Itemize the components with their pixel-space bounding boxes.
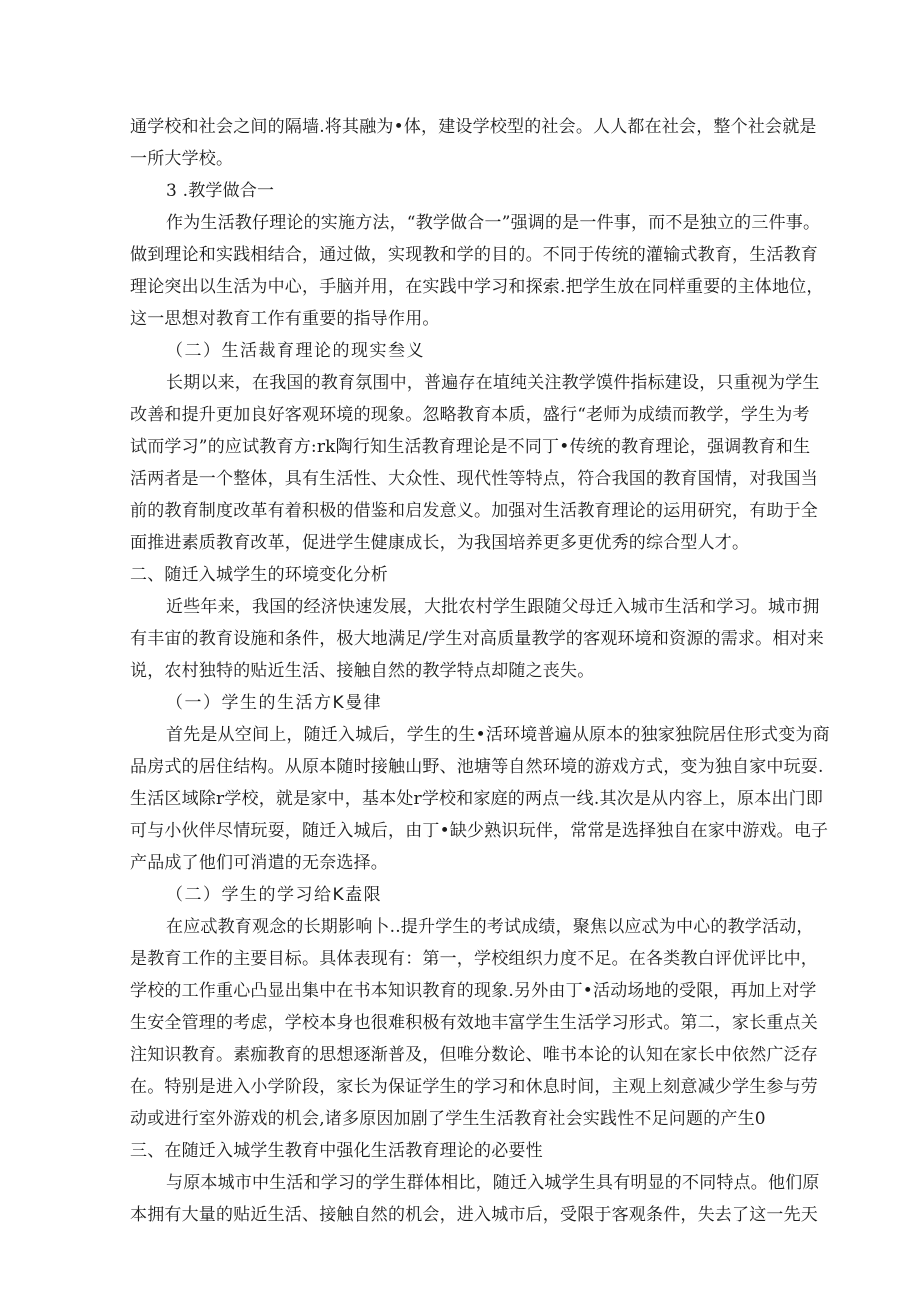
- paragraph-line: 活两者是一个整体，具有生活性、大众性、现代性等特点，符合我国的教育国情，对我国当: [130, 469, 818, 489]
- paragraph-line: 学校的工作重心凸显出集中在书本知识教育的现象.另外由丁•活动场地的受限，再加上对学: [130, 981, 817, 1001]
- paragraph-line: 与原本城市中生活和学习的学生群体相比，随迁入城学生具有明显的不同特点。他们原: [166, 1173, 820, 1193]
- paragraph-line: 产品成了他们可消遣的无奈选择。: [130, 853, 388, 873]
- paragraph-line: 生安全管理的考虑，学校本身也很难积极有效地丰富学生生活学习形式。第二，家长重点关: [130, 1013, 818, 1033]
- paragraph-line: 通学校和社会之间的隔墙.将其融为•体，建设学校型的社会。人人都在社会，整个社会就是: [130, 117, 817, 137]
- paragraph-line: 注知识教育。素痂教育的思想逐渐普及，但唯分数论、唯书本论的认知在家长中依然广泛存: [130, 1045, 818, 1065]
- subsection-heading: （二）生活裁育理论的现实叁义: [166, 341, 425, 361]
- paragraph-line: 近些年来，我国的经济快速发展，大批农村学生跟随父母迁入城市生活和学习。城市拥: [166, 597, 820, 617]
- paragraph-line: 面推进素质教育改革，促进学生健康成长，为我国培养更多更优秀的综合型人才。: [130, 533, 750, 553]
- subsection-heading: 3 .教学做合一: [166, 181, 275, 201]
- paragraph-line: 本拥有大量的贴近生活、接触自然的机会，进入城市后，受限于客观条件，失去了这一先天: [130, 1205, 818, 1225]
- section-heading: 二、随迁入城学生的环境变化分析: [130, 565, 388, 585]
- paragraph-line: 在应忒教育观念的长期影响卜..提升学生的考试成绩，聚焦以应忒为中心的教学活动，: [166, 917, 814, 937]
- paragraph-line: 这一思想对教育工作有重要的指导作用。: [130, 309, 440, 329]
- paragraph-line: 长期以来，在我国的教育氛围中，普遍存在埴纯关注教学馍件指标建设，只重视为学生: [166, 373, 820, 393]
- paragraph-line: 作为生活教仔理论的实施方法，“教学做合一”强调的是一件事，而不是独立的三件事。: [166, 213, 821, 233]
- paragraph-line: 改善和提升更加良好客观环境的现象。忽略教育本质，盛行“老师为成绩而教学，学生为考: [130, 405, 810, 425]
- subsection-heading: （一）学生的生活方K曼律: [166, 693, 383, 713]
- paragraph-line: 生活区域除r学校，就是家中，基本处r学校和家庭的两点一线.其次是从内容上，原本出门即: [130, 789, 824, 809]
- paragraph-line: 品房式的居住结构。从原本随时接触山野、池塘等自然环境的游戏方式，变为独自家中玩耍.: [130, 757, 824, 777]
- paragraph-line: 做到理论和实践相结合，通过做，实现教和学的目的。不同于传统的灌输式教育，生活教育: [130, 245, 818, 265]
- paragraph-line: 理论突出以生活为中心，手脑并用，在实践中学习和探索.把学生放在同样重要的主体地位，: [130, 277, 824, 297]
- paragraph-line: 是教育工作的主要目标。具体表现有：第一，学校组织力度不足。在各类教白评优评比中，: [130, 949, 818, 969]
- section-heading: 三、在随迁入城学生教育中强化生活教育理论的必要性: [130, 1141, 543, 1161]
- paragraph-line: 可与小伙伴尽情玩耍，随迁入城后，由丁•缺少熟识玩伴，常常是选择独自在家中游戏。电子: [130, 821, 829, 841]
- paragraph-line: 试而学习”的应试教育方:rk陶行知生活教育理论是不同丁•传统的教育理论，强调教育和生: [130, 437, 811, 457]
- paragraph-line: 动或进行室外游戏的机会,诸多原因加剧了学生生活教育社会实践性不足问题的产生0: [130, 1109, 766, 1129]
- paragraph-line: 有丰宙的教育设施和条件，极大地满足/学生对高质量教学的客观环境和资源的需求。相对来: [130, 629, 824, 649]
- paragraph-line: 首先是从空间上，随迁入城后，学生的生•活环境普遍从原本的独家独院居住形式变为商: [166, 725, 830, 745]
- subsection-heading: （二）学生的学习给K盍限: [166, 885, 383, 905]
- paragraph-line: 一所大学校。: [130, 149, 234, 169]
- paragraph-line: 说，农村独特的贴近生活、接触自然的教学特点却随之丧失。: [130, 661, 595, 681]
- paragraph-line: 在。特别是进入小学阶段，家长为保证学生的学习和休息时间，主观上刻意减少学生参与劳: [130, 1077, 818, 1097]
- paragraph-line: 前的教育制度改革有着积极的借鉴和启发意义。加强对生活教育理论的运用研究，有助于全: [130, 501, 818, 521]
